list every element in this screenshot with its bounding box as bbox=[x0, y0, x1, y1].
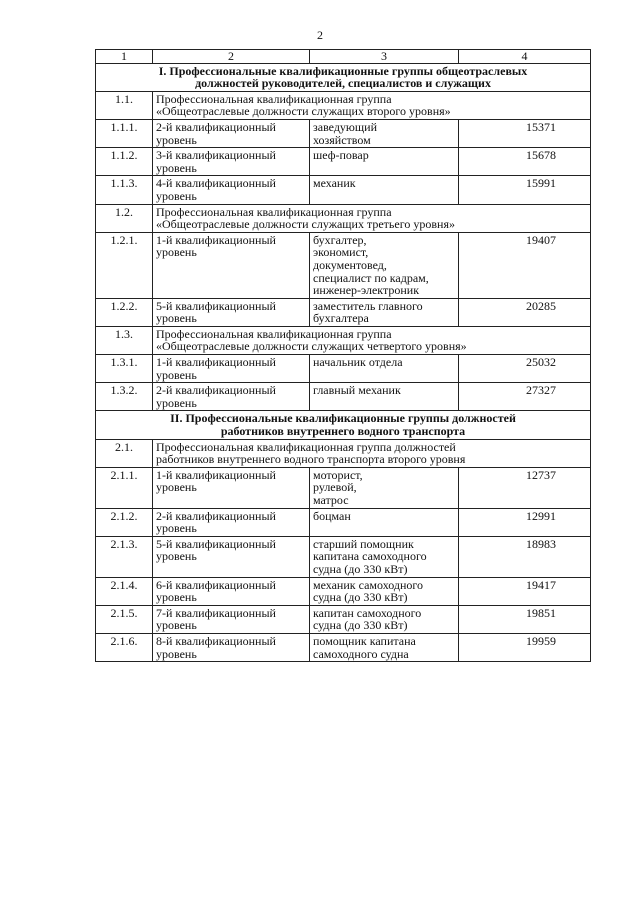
section-heading bbox=[96, 411, 591, 439]
row-number: 2.1.1. bbox=[96, 467, 153, 508]
positions-line: заместитель главного bbox=[313, 298, 423, 313]
qualification-level bbox=[153, 508, 310, 536]
row-number: 1.2.1. bbox=[96, 232, 153, 298]
qualification-level bbox=[153, 467, 310, 508]
level-line: уровень bbox=[156, 480, 197, 495]
qualification-level bbox=[153, 148, 310, 176]
lines-line: «Общеотраслевые должности служащих четвертого уровня» bbox=[156, 339, 467, 354]
level-line: уровень bbox=[156, 132, 197, 147]
qualification-table bbox=[95, 49, 591, 662]
positions-line: самоходного судна bbox=[313, 646, 409, 661]
positions-line: бухгалтера bbox=[313, 311, 369, 326]
lines-line: Профессиональная квалификационная группа bbox=[156, 204, 392, 219]
table-row bbox=[96, 605, 591, 633]
qualification-level bbox=[153, 577, 310, 605]
table-row bbox=[96, 633, 591, 661]
table-row bbox=[96, 536, 591, 577]
group-title bbox=[153, 91, 591, 119]
qualification-level bbox=[153, 536, 310, 577]
level-line: 1-й квалификационный bbox=[156, 232, 276, 247]
row-number: 1.3.2. bbox=[96, 383, 153, 411]
positions-line: капитана самоходного bbox=[313, 549, 427, 564]
row-number: 1.1.2. bbox=[96, 148, 153, 176]
section-heading-row bbox=[96, 63, 591, 91]
level-line: 2-й квалификационный bbox=[156, 119, 276, 134]
group-title bbox=[153, 326, 591, 354]
positions-line: бухгалтер, bbox=[313, 232, 367, 247]
salary-value: 12737 bbox=[459, 467, 591, 508]
level-line: уровень bbox=[156, 521, 197, 536]
lines-line: работников внутреннего водного транспорта bbox=[220, 424, 466, 439]
row-number: 2.1.3. bbox=[96, 536, 153, 577]
lines-line: должностей руководителей, специалистов и служащих bbox=[195, 76, 491, 91]
qualification-level bbox=[153, 176, 310, 204]
section-heading-row bbox=[96, 411, 591, 439]
table-row bbox=[96, 577, 591, 605]
positions-line: начальник отдела bbox=[313, 355, 403, 370]
positions-line: специалист по кадрам, bbox=[313, 270, 429, 285]
qualification-level bbox=[153, 383, 310, 411]
row-number: 1.3.1. bbox=[96, 355, 153, 383]
table-row bbox=[96, 298, 591, 326]
positions-line: судна (до 330 кВт) bbox=[313, 561, 408, 576]
position-names bbox=[310, 508, 459, 536]
column-header: 2 bbox=[153, 50, 310, 64]
group-row bbox=[96, 91, 591, 119]
lines-line: работников внутреннего водного транспорта второго уровня bbox=[156, 452, 466, 467]
qualification-level bbox=[153, 633, 310, 661]
qualification-level bbox=[153, 298, 310, 326]
table-row bbox=[96, 176, 591, 204]
table-header-row bbox=[96, 50, 591, 64]
positions-line: помощник капитана bbox=[313, 633, 416, 648]
level-line: 8-й квалификационный bbox=[156, 633, 276, 648]
salary-value: 19851 bbox=[459, 605, 591, 633]
level-line: уровень bbox=[156, 646, 197, 661]
group-title bbox=[153, 439, 591, 467]
position-names bbox=[310, 176, 459, 204]
level-line: уровень bbox=[156, 367, 197, 382]
position-names bbox=[310, 577, 459, 605]
level-line: уровень bbox=[156, 245, 197, 260]
row-number: 1.1. bbox=[96, 91, 153, 119]
position-names bbox=[310, 605, 459, 633]
group-row bbox=[96, 439, 591, 467]
table-row bbox=[96, 232, 591, 298]
lines-line: Профессиональная квалификационная группа должностей bbox=[156, 439, 456, 454]
table-row bbox=[96, 355, 591, 383]
row-number: 1.2.2. bbox=[96, 298, 153, 326]
level-line: 1-й квалификационный bbox=[156, 467, 276, 482]
lines-line: I. Профессиональные квалификационные группы общеотраслевых bbox=[158, 63, 528, 78]
positions-line: капитан самоходного bbox=[313, 605, 422, 620]
group-row bbox=[96, 326, 591, 354]
level-line: 7-й квалификационный bbox=[156, 605, 276, 620]
lines-line: Профессиональная квалификационная группа bbox=[156, 326, 392, 341]
lines-line: «Общеотраслевые должности служащих второго уровня» bbox=[156, 104, 451, 119]
position-names bbox=[310, 119, 459, 147]
positions-line: матрос bbox=[313, 493, 349, 507]
table-row bbox=[96, 119, 591, 147]
salary-value: 15371 bbox=[459, 119, 591, 147]
row-number: 2.1.5. bbox=[96, 605, 153, 633]
salary-value: 27327 bbox=[459, 383, 591, 411]
row-number: 1.2. bbox=[96, 204, 153, 232]
table-row bbox=[96, 508, 591, 536]
salary-value: 18983 bbox=[459, 536, 591, 577]
salary-value: 25032 bbox=[459, 355, 591, 383]
positions-line: шеф-повар bbox=[313, 148, 369, 163]
qualification-level bbox=[153, 355, 310, 383]
row-number: 1.1.1. bbox=[96, 119, 153, 147]
level-line: уровень bbox=[156, 311, 197, 326]
position-names bbox=[310, 383, 459, 411]
position-names bbox=[310, 232, 459, 298]
positions-line: заведующий bbox=[313, 119, 377, 134]
qualification-level bbox=[153, 605, 310, 633]
salary-value: 19407 bbox=[459, 232, 591, 298]
position-names bbox=[310, 355, 459, 383]
positions-line: документовед, bbox=[313, 257, 387, 272]
table-row bbox=[96, 148, 591, 176]
positions-line: старший помощник bbox=[313, 536, 414, 551]
positions-line: хозяйством bbox=[313, 132, 371, 147]
position-names bbox=[310, 536, 459, 577]
level-line: уровень bbox=[156, 160, 197, 175]
salary-value: 12991 bbox=[459, 508, 591, 536]
position-names bbox=[310, 467, 459, 508]
positions-line: боцман bbox=[313, 508, 351, 523]
salary-value: 20285 bbox=[459, 298, 591, 326]
level-line: 2-й квалификационный bbox=[156, 508, 276, 523]
level-line: 4-й квалификационный bbox=[156, 176, 276, 191]
column-header: 3 bbox=[310, 50, 459, 64]
lines-line: Профессиональная квалификационная группа bbox=[156, 91, 392, 106]
level-line: 5-й квалификационный bbox=[156, 536, 276, 551]
lines-line: «Общеотраслевые должности служащих третьего уровня» bbox=[156, 217, 455, 232]
level-line: 5-й квалификационный bbox=[156, 298, 276, 313]
salary-value: 15678 bbox=[459, 148, 591, 176]
row-number: 2.1.2. bbox=[96, 508, 153, 536]
positions-line: механик bbox=[313, 176, 356, 191]
level-line: 3-й квалификационный bbox=[156, 148, 276, 163]
level-line: 6-й квалификационный bbox=[156, 577, 276, 592]
positions-line: экономист, bbox=[313, 245, 369, 260]
level-line: уровень bbox=[156, 590, 197, 605]
salary-value: 19959 bbox=[459, 633, 591, 661]
level-line: уровень bbox=[156, 549, 197, 564]
position-names bbox=[310, 148, 459, 176]
page-number: 2 bbox=[317, 28, 323, 42]
salary-value: 15991 bbox=[459, 176, 591, 204]
section-heading bbox=[96, 63, 591, 91]
qualification-level bbox=[153, 119, 310, 147]
row-number: 2.1.6. bbox=[96, 633, 153, 661]
column-header: 1 bbox=[96, 50, 153, 64]
positions-line: рулевой, bbox=[313, 480, 357, 495]
level-line: 2-й квалификационный bbox=[156, 383, 276, 398]
table-row bbox=[96, 467, 591, 508]
positions-line: инженер-электроник bbox=[313, 283, 420, 298]
group-row bbox=[96, 204, 591, 232]
row-number: 1.1.3. bbox=[96, 176, 153, 204]
row-number: 2.1.4. bbox=[96, 577, 153, 605]
qualification-level bbox=[153, 232, 310, 298]
table-row bbox=[96, 383, 591, 411]
positions-line: судна (до 330 кВт) bbox=[313, 590, 408, 605]
lines-line: II. Профессиональные квалификационные группы должностей bbox=[170, 411, 516, 426]
positions-line: судна (до 330 кВт) bbox=[313, 618, 408, 633]
salary-value: 19417 bbox=[459, 577, 591, 605]
positions-line: моторист, bbox=[313, 467, 363, 482]
position-names bbox=[310, 633, 459, 661]
column-header: 4 bbox=[459, 50, 591, 64]
group-title bbox=[153, 204, 591, 232]
level-line: уровень bbox=[156, 188, 197, 203]
level-line: уровень bbox=[156, 395, 197, 410]
level-line: 1-й квалификационный bbox=[156, 355, 276, 370]
row-number: 1.3. bbox=[96, 326, 153, 354]
position-names bbox=[310, 298, 459, 326]
positions-line: механик самоходного bbox=[313, 577, 424, 592]
row-number: 2.1. bbox=[96, 439, 153, 467]
level-line: уровень bbox=[156, 618, 197, 633]
positions-line: главный механик bbox=[313, 383, 401, 398]
